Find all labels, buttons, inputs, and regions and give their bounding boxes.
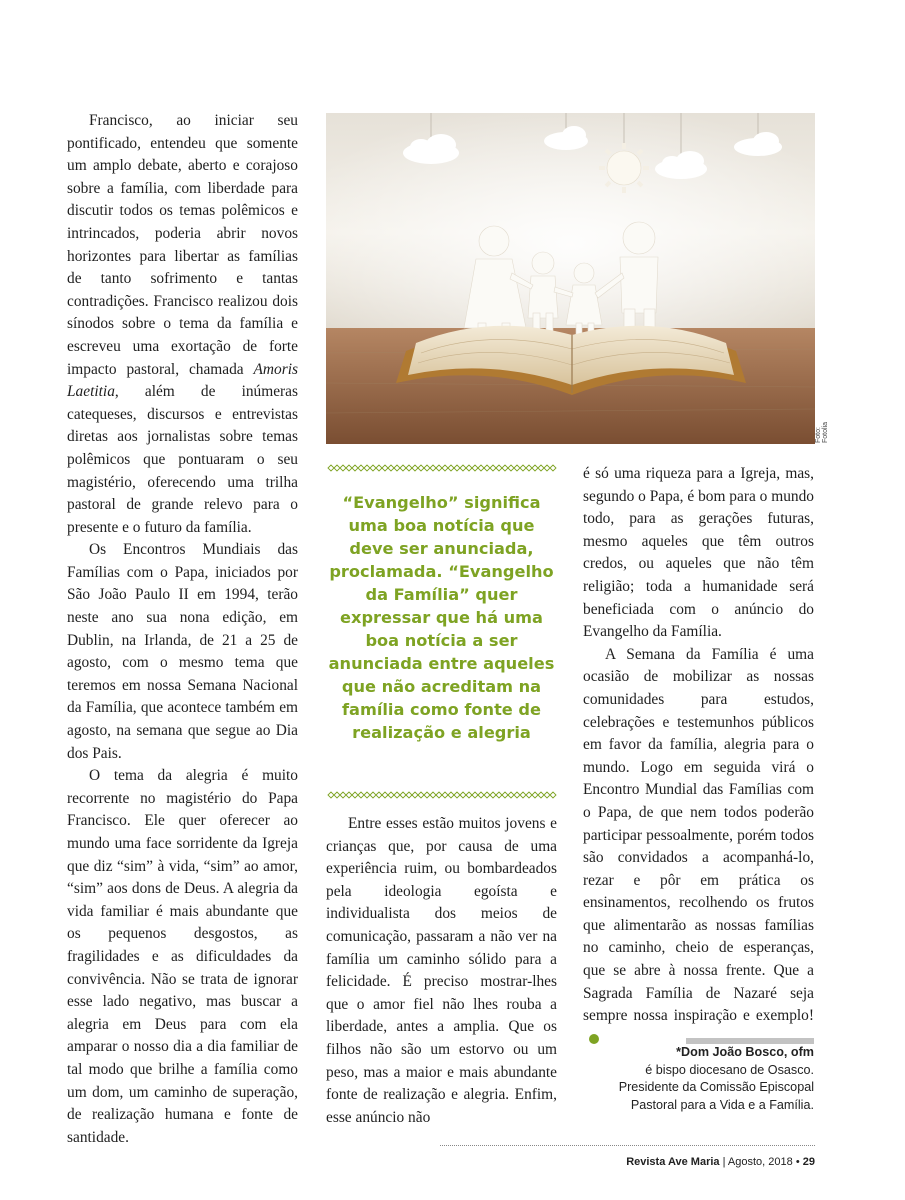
issue-date: Agosto, 2018 [727, 1156, 793, 1168]
end-mark-icon [589, 1034, 599, 1044]
author-name: *Dom João Bosco, ofm [676, 1045, 814, 1059]
middle-column [326, 813, 557, 1129]
page-number: 29 [802, 1156, 815, 1168]
footer-separator: | [722, 1156, 726, 1168]
page-footer [626, 1156, 815, 1168]
footer-rule [440, 1145, 815, 1146]
paragraph: A Semana da Família é uma ocasião de mobilizar as nossas comunidades para estudos, celebrações e testemunhos públicos em favor da família, alegria para o mundo. Logo em seguida virá o Encontro Mundial das Famílias com o Papa, de que nem todos poderão participar pessoalmente, porém todos são convidados a acompanhá-lo, rezar e pôr em prática os ensinamentos, recolhendo os frutos que alimentarão as nossas famílias no caminho, cheio de esperanças, que se abre à nossa frente. Que a Sagrada Família de Nazaré seja sempre nossa inspiração e exemplo! [583, 644, 814, 1051]
author-bio-line: Pastoral para a Vida e a Família. [630, 1097, 814, 1112]
paragraph: Os Encontros Mundiais das Famílias com o Papa, iniciados por São João Paulo II em 1994, terão neste ano sua nona edição, em Dublin, na Irlanda, de 21 a 25 de agosto, com o mesmo tema que teremos em nossa Semana Nacional da Família, que acontece também em agosto, na semana que segue ao Dia dos Pais. [67, 541, 298, 762]
author-signature [583, 1044, 814, 1114]
paragraph: é só uma riqueza para a Igreja, mas, segundo o Papa, é bom para o mundo todo, para as gerações futuras, mesmo aqueles que têm outros credos, ou aqueles que não têm religião; toda a humanidade será beneficiada com o anúncio do Evangelho da Família. [583, 465, 814, 641]
paper-family-on-book-icon [326, 113, 815, 444]
footer-bullet: • [795, 1156, 800, 1168]
pull-quote: “Evangelho” significa uma boa notícia que deve ser anunciada, proclamada. “Evangelho da Família” quer expressar que há uma boa notícia a ser anunciada entre aqueles que não acreditam na família como fonte de realização e alegria [328, 493, 555, 742]
author-bio-line: Presidente da Comissão Episcopal [618, 1080, 814, 1094]
paragraph: Francisco, ao iniciar seu pontificado, entendeu que somente um amplo debate, aberto e corajoso sobre a família, com liberdade para discutir todos os temas polêmicos e intrincados, poderia abrir novos horizontes para libertar as famílias de tanto sofrimento e tantas contradições. Francisco realizou dois sínodos sobre o tema da família e escreveu uma exortação de forte impacto pastoral, chamada Amoris Laetitia, além de inúmeras catequeses, discursos e entrevistas diretas aos jornalistas sobre temas polêmicos que pontuaram o seu magistério, oferecendo uma trilha pastoral de grande relevo para o presente e o futuro da família. [67, 112, 298, 536]
left-column [67, 110, 298, 1149]
right-column [583, 463, 814, 1050]
paragraph: O tema da alegria é muito recorrente no magistério do Papa Francisco. Ele quer oferecer ao mundo uma face sorridente da Igreja que diz “sim” à vida, “sim” ao amor, “sim” aos dons de Deus. A alegria da vida familiar é mais abundante que os pequenos desgostos, as fragilidades e as dificuldades da convivência. Não se trata de ignorar esse lado negativo, mas buscar a alegria em Deus para com ela amparar o nosso dia a dia familiar de tal modo que brilhe a família como um dom, um caminho de superação, de realização humana e fonte de santidade. [67, 767, 298, 1146]
diamond-border-top-icon [326, 463, 557, 473]
paragraph: Entre esses estão muitos jovens e crianças que, por causa de uma experiência ruim, ou bombardeados pela ideologia egoísta e individualista dos meios de comunicação, passaram a não ver na família um caminho sólido para a felicidade. É preciso mostrar-lhes que o amor fiel não lhes rouba a liberdade, antes a amplia. Que os filhos não são um estorvo ou um peso, mas a maior e mais abundante fonte de realização e alegria. Enfim, esse anúncio não [326, 815, 557, 1126]
photo-credit: Foto: Fotolia [815, 421, 829, 443]
diamond-border-bottom-icon [326, 790, 557, 800]
magazine-name: Revista Ave Maria [626, 1156, 720, 1168]
author-bio-line: é bispo diocesano de Osasco. [645, 1062, 814, 1077]
family-book-photo [326, 113, 815, 444]
